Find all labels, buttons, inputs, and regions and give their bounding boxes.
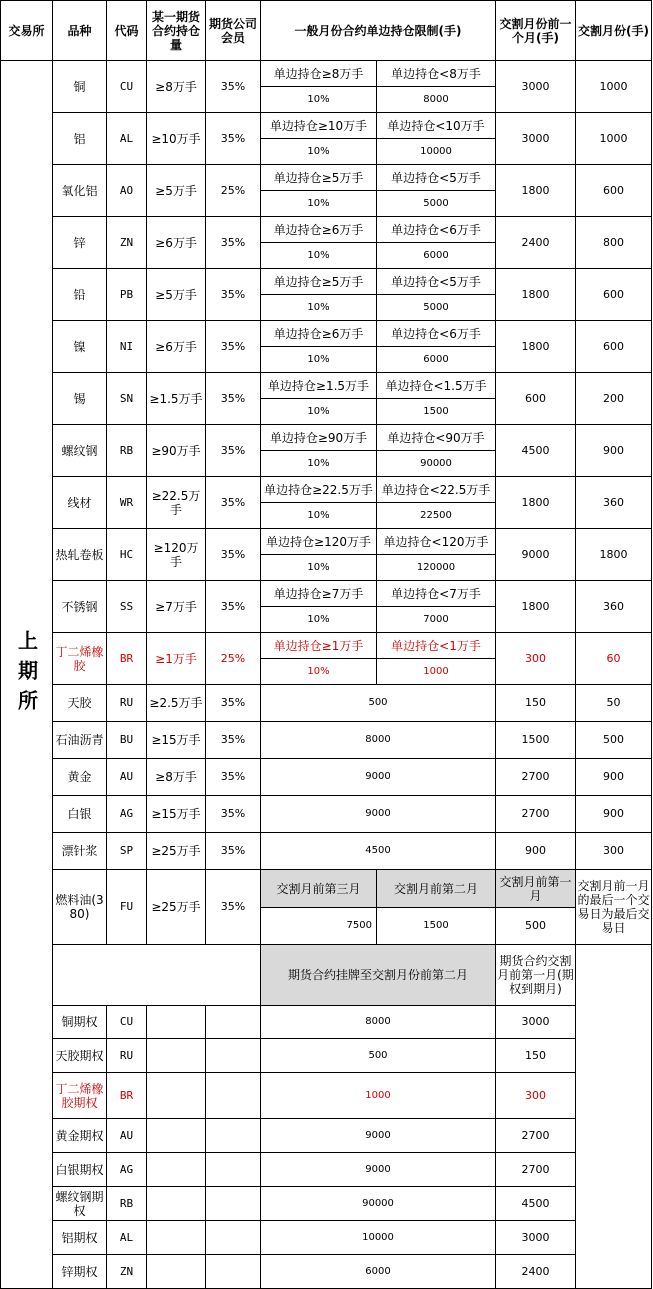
limit-value-low: 22500: [377, 503, 496, 529]
general-limit: 8000: [261, 722, 496, 759]
delivery-limit: 900: [576, 796, 652, 833]
product-code: AU: [107, 759, 147, 796]
product-code: SN: [107, 373, 147, 425]
limit-condition-high: 单边持仓≥6万手: [261, 217, 377, 243]
pre-delivery-limit: 1800: [496, 477, 576, 529]
limit-condition-high: 单边持仓≥10万手: [261, 113, 377, 139]
option-pre-limit: 3000: [496, 1006, 576, 1039]
option-row: [1, 1153, 652, 1187]
delivery-limit: 1000: [576, 61, 652, 113]
limit-value-low: 8000: [377, 87, 496, 113]
header-general-limit: 一般月份合约单边持仓限制(手): [261, 1, 496, 61]
limit-condition-high: 单边持仓≥6万手: [261, 321, 377, 347]
general-limit: 9000: [261, 759, 496, 796]
pre-delivery-limit: 1500: [496, 722, 576, 759]
option-name: 白银期权: [53, 1153, 107, 1187]
product-name: 燃料油(380): [53, 870, 107, 945]
position-threshold: ≥15万手: [147, 796, 206, 833]
member-ratio: 35%: [206, 722, 261, 759]
option-limit: 10000: [261, 1221, 496, 1255]
limit-condition-low: 单边持仓<5万手: [377, 165, 496, 191]
futures-row: [1, 373, 652, 399]
option-name: 铝期权: [53, 1221, 107, 1255]
product-name: 热轧卷板: [53, 529, 107, 581]
product-name: 石油沥青: [53, 722, 107, 759]
delivery-limit: 1000: [576, 113, 652, 165]
header-exchange: 交易所: [1, 1, 53, 61]
product-code: RB: [107, 425, 147, 477]
product-code: PB: [107, 269, 147, 321]
general-limit: 4500: [261, 833, 496, 870]
member-ratio: 35%: [206, 61, 261, 113]
limit-value-high: 10%: [261, 659, 377, 685]
pre-delivery-limit: 300: [496, 633, 576, 685]
limit-value-high: 10%: [261, 607, 377, 633]
option-threshold-blank: [147, 1221, 206, 1255]
limit-value-high: 10%: [261, 243, 377, 269]
delivery-limit: 600: [576, 321, 652, 373]
limit-value-low: 6000: [377, 347, 496, 373]
limit-condition-low: 单边持仓<22.5万手: [377, 477, 496, 503]
position-threshold: ≥1.5万手: [147, 373, 206, 425]
position-threshold: ≥2.5万手: [147, 685, 206, 722]
limit-condition-low: 单边持仓<90万手: [377, 425, 496, 451]
product-name: 线材: [53, 477, 107, 529]
position-threshold: ≥1万手: [147, 633, 206, 685]
limit-value-high: 10%: [261, 347, 377, 373]
delivery-limit: 500: [576, 722, 652, 759]
limit-value-high: 10%: [261, 139, 377, 165]
futures-row: [1, 722, 652, 759]
product-name: 天胶: [53, 685, 107, 722]
options-header-blank: [53, 945, 261, 1006]
limit-value-low: 90000: [377, 451, 496, 477]
pre-delivery-limit: 2700: [496, 796, 576, 833]
pre-delivery-limit: 900: [496, 833, 576, 870]
period-second-month: 交割月前第二月: [377, 870, 496, 908]
limit-condition-high: 单边持仓≥7万手: [261, 581, 377, 607]
option-code: ZN: [107, 1255, 147, 1289]
product-name: 锌: [53, 217, 107, 269]
option-limit: 1000: [261, 1073, 496, 1119]
delivery-limit: 60: [576, 633, 652, 685]
pre-delivery-limit: 2400: [496, 217, 576, 269]
option-row: [1, 1221, 652, 1255]
limit-condition-high: 单边持仓≥8万手: [261, 61, 377, 87]
futures-row: [1, 529, 652, 555]
product-code: WR: [107, 477, 147, 529]
member-ratio: 35%: [206, 581, 261, 633]
limit-condition-low: 单边持仓<1.5万手: [377, 373, 496, 399]
limit-value-high: 10%: [261, 399, 377, 425]
option-threshold-blank: [147, 1153, 206, 1187]
pre-delivery-limit: 1800: [496, 269, 576, 321]
pre-delivery-limit: 4500: [496, 425, 576, 477]
product-name: 不锈钢: [53, 581, 107, 633]
product-code: RU: [107, 685, 147, 722]
limit-value-low: 5000: [377, 295, 496, 321]
position-threshold: ≥6万手: [147, 321, 206, 373]
option-ratio-blank: [206, 1006, 261, 1039]
limit-condition-low: 单边持仓<5万手: [377, 269, 496, 295]
option-name: 铜期权: [53, 1006, 107, 1039]
futures-row: [1, 165, 652, 191]
option-threshold-blank: [147, 1039, 206, 1073]
limit-value-low: 7000: [377, 607, 496, 633]
fuel-oil-row: [1, 870, 652, 908]
pre-delivery-limit: 1800: [496, 321, 576, 373]
option-ratio-blank: [206, 1153, 261, 1187]
option-ratio-blank: [206, 1039, 261, 1073]
option-threshold-blank: [147, 1255, 206, 1289]
position-threshold: ≥120万手: [147, 529, 206, 581]
delivery-limit: 900: [576, 759, 652, 796]
limit-condition-high: 单边持仓≥1.5万手: [261, 373, 377, 399]
member-ratio: 35%: [206, 870, 261, 945]
pre-delivery-limit: 3000: [496, 61, 576, 113]
member-ratio: 35%: [206, 373, 261, 425]
position-threshold: ≥7万手: [147, 581, 206, 633]
product-name: 锡: [53, 373, 107, 425]
options-listing-period: 期货合约挂牌至交割月份前第二月: [261, 945, 496, 1006]
option-code: RU: [107, 1039, 147, 1073]
member-ratio: 25%: [206, 165, 261, 217]
product-code: AL: [107, 113, 147, 165]
period-first-month: 交割月前第一月: [496, 870, 576, 908]
delivery-limit: 50: [576, 685, 652, 722]
option-limit: 9000: [261, 1153, 496, 1187]
limit-value-low: 6000: [377, 243, 496, 269]
option-pre-limit: 2700: [496, 1153, 576, 1187]
member-ratio: 35%: [206, 796, 261, 833]
product-code: BR: [107, 633, 147, 685]
position-threshold: ≥25万手: [147, 870, 206, 945]
header-row: [1, 1, 652, 61]
position-threshold: ≥8万手: [147, 61, 206, 113]
header-code: 代码: [107, 1, 147, 61]
futures-row: [1, 759, 652, 796]
limit-condition-high: 单边持仓≥1万手: [261, 633, 377, 659]
limit-condition-high: 单边持仓≥90万手: [261, 425, 377, 451]
options-delivery-blank: [576, 945, 652, 1289]
pre-delivery-limit: 150: [496, 685, 576, 722]
pre-delivery-limit: 3000: [496, 113, 576, 165]
general-limit: 500: [261, 685, 496, 722]
option-code: RB: [107, 1187, 147, 1221]
limit-value-high: 10%: [261, 503, 377, 529]
limit-value-low: 1000: [377, 659, 496, 685]
position-threshold: ≥90万手: [147, 425, 206, 477]
product-code: AG: [107, 796, 147, 833]
product-name: 铅: [53, 269, 107, 321]
option-row: [1, 1187, 652, 1221]
limit-value-high: 10%: [261, 451, 377, 477]
position-threshold: ≥8万手: [147, 759, 206, 796]
futures-row: [1, 633, 652, 659]
header-position-threshold: 某一期货合约持仓量: [147, 1, 206, 61]
option-limit: 90000: [261, 1187, 496, 1221]
limit-third-month: 7500: [261, 908, 377, 945]
option-threshold-blank: [147, 1187, 206, 1221]
member-ratio: 35%: [206, 833, 261, 870]
product-name: 漂针浆: [53, 833, 107, 870]
product-code: ZN: [107, 217, 147, 269]
limit-value-high: 10%: [261, 295, 377, 321]
limit-condition-low: 单边持仓<8万手: [377, 61, 496, 87]
futures-row: [1, 581, 652, 607]
header-member-ratio: 期货公司会员: [206, 1, 261, 61]
product-code: FU: [107, 870, 147, 945]
futures-row: [1, 833, 652, 870]
limit-second-month: 1500: [377, 908, 496, 945]
position-threshold: ≥10万手: [147, 113, 206, 165]
delivery-limit: 360: [576, 477, 652, 529]
delivery-limit: 300: [576, 833, 652, 870]
option-ratio-blank: [206, 1187, 261, 1221]
member-ratio: 25%: [206, 633, 261, 685]
product-code: AO: [107, 165, 147, 217]
member-ratio: 35%: [206, 321, 261, 373]
futures-row: [1, 269, 652, 295]
product-name: 丁二烯橡胶: [53, 633, 107, 685]
position-threshold: ≥5万手: [147, 165, 206, 217]
fuel-oil-note: 交割月前一月的最后一个交易日为最后交易日: [576, 870, 652, 945]
position-threshold: ≥6万手: [147, 217, 206, 269]
limit-condition-high: 单边持仓≥22.5万手: [261, 477, 377, 503]
product-code: BU: [107, 722, 147, 759]
futures-row: [1, 425, 652, 451]
futures-row: [1, 796, 652, 833]
pre-delivery-limit: 1800: [496, 581, 576, 633]
delivery-limit: 1800: [576, 529, 652, 581]
header-product: 品种: [53, 1, 107, 61]
limit-value-low: 1500: [377, 399, 496, 425]
futures-row: [1, 113, 652, 139]
option-code: CU: [107, 1006, 147, 1039]
option-name: 黄金期权: [53, 1119, 107, 1153]
product-name: 白银: [53, 796, 107, 833]
limit-condition-low: 单边持仓<120万手: [377, 529, 496, 555]
option-pre-limit: 3000: [496, 1221, 576, 1255]
product-code: HC: [107, 529, 147, 581]
options-pre-month: 期货合约交割月前第一月(期权到期月): [496, 945, 576, 1006]
limit-condition-high: 单边持仓≥120万手: [261, 529, 377, 555]
delivery-limit: 360: [576, 581, 652, 633]
pre-delivery-limit: 2700: [496, 759, 576, 796]
member-ratio: 35%: [206, 477, 261, 529]
position-threshold: ≥25万手: [147, 833, 206, 870]
product-name: 镍: [53, 321, 107, 373]
futures-row: [1, 321, 652, 347]
option-pre-limit: 2400: [496, 1255, 576, 1289]
product-code: SP: [107, 833, 147, 870]
option-code: BR: [107, 1073, 147, 1119]
member-ratio: 35%: [206, 425, 261, 477]
limit-condition-high: 单边持仓≥5万手: [261, 269, 377, 295]
limit-first-month: 500: [496, 908, 576, 945]
option-code: AU: [107, 1119, 147, 1153]
option-row: [1, 1119, 652, 1153]
product-name: 铜: [53, 61, 107, 113]
period-third-month: 交割月前第三月: [261, 870, 377, 908]
limit-condition-low: 单边持仓<10万手: [377, 113, 496, 139]
option-name: 天胶期权: [53, 1039, 107, 1073]
member-ratio: 35%: [206, 685, 261, 722]
option-limit: 9000: [261, 1119, 496, 1153]
option-row: [1, 1006, 652, 1039]
option-ratio-blank: [206, 1255, 261, 1289]
general-limit: 9000: [261, 796, 496, 833]
member-ratio: 35%: [206, 113, 261, 165]
option-row: [1, 1039, 652, 1073]
product-code: CU: [107, 61, 147, 113]
option-row: [1, 1073, 652, 1119]
option-code: AG: [107, 1153, 147, 1187]
limit-condition-low: 单边持仓<7万手: [377, 581, 496, 607]
member-ratio: 35%: [206, 529, 261, 581]
option-limit: 8000: [261, 1006, 496, 1039]
option-name: 锌期权: [53, 1255, 107, 1289]
option-name: 螺纹钢期权: [53, 1187, 107, 1221]
limit-value-high: 10%: [261, 555, 377, 581]
pre-delivery-limit: 1800: [496, 165, 576, 217]
option-code: AL: [107, 1221, 147, 1255]
option-ratio-blank: [206, 1221, 261, 1255]
option-threshold-blank: [147, 1073, 206, 1119]
delivery-limit: 200: [576, 373, 652, 425]
futures-row: [1, 477, 652, 503]
option-limit: 500: [261, 1039, 496, 1073]
product-name: 黄金: [53, 759, 107, 796]
option-limit: 6000: [261, 1255, 496, 1289]
header-delivery-month: 交割月份(手): [576, 1, 652, 61]
options-header-row: [1, 945, 652, 1006]
option-pre-limit: 4500: [496, 1187, 576, 1221]
option-pre-limit: 2700: [496, 1119, 576, 1153]
option-ratio-blank: [206, 1119, 261, 1153]
product-name: 铝: [53, 113, 107, 165]
member-ratio: 35%: [206, 217, 261, 269]
delivery-limit: 800: [576, 217, 652, 269]
member-ratio: 35%: [206, 759, 261, 796]
limit-condition-low: 单边持仓<6万手: [377, 321, 496, 347]
limit-condition-low: 单边持仓<6万手: [377, 217, 496, 243]
option-pre-limit: 300: [496, 1073, 576, 1119]
delivery-limit: 600: [576, 165, 652, 217]
limit-value-low: 5000: [377, 191, 496, 217]
limit-value-high: 10%: [261, 87, 377, 113]
option-pre-limit: 150: [496, 1039, 576, 1073]
option-row: [1, 1255, 652, 1289]
limit-condition-high: 单边持仓≥5万手: [261, 165, 377, 191]
limit-value-low: 120000: [377, 555, 496, 581]
product-name: 氧化铝: [53, 165, 107, 217]
position-threshold: ≥5万手: [147, 269, 206, 321]
position-threshold: ≥22.5万手: [147, 477, 206, 529]
exchange-name: 上期所: [1, 61, 53, 1289]
option-threshold-blank: [147, 1119, 206, 1153]
option-threshold-blank: [147, 1006, 206, 1039]
futures-row: [1, 685, 652, 722]
option-ratio-blank: [206, 1073, 261, 1119]
option-name: 丁二烯橡胶期权: [53, 1073, 107, 1119]
delivery-limit: 900: [576, 425, 652, 477]
pre-delivery-limit: 9000: [496, 529, 576, 581]
position-threshold: ≥15万手: [147, 722, 206, 759]
futures-row: [1, 217, 652, 243]
limit-value-high: 10%: [261, 191, 377, 217]
member-ratio: 35%: [206, 269, 261, 321]
product-code: SS: [107, 581, 147, 633]
futures-row: [1, 61, 652, 87]
delivery-limit: 600: [576, 269, 652, 321]
product-code: NI: [107, 321, 147, 373]
product-name: 螺纹钢: [53, 425, 107, 477]
header-pre-delivery-month: 交割月份前一个月(手): [496, 1, 576, 61]
limit-condition-low: 单边持仓<1万手: [377, 633, 496, 659]
limit-value-low: 10000: [377, 139, 496, 165]
pre-delivery-limit: 600: [496, 373, 576, 425]
